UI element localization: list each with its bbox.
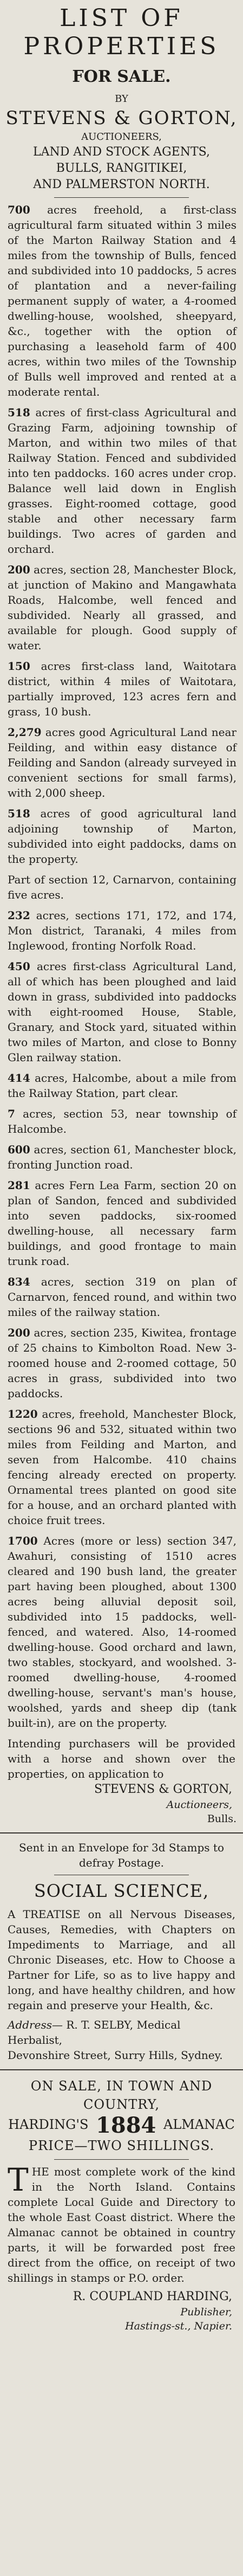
property-list <box>0 202 243 1731</box>
property-acreage: 2,279 <box>8 726 42 739</box>
property-acreage: 834 <box>8 1275 30 1288</box>
property-description: acres, section 53, near township of Halcombe. <box>8 1107 237 1135</box>
ad-title: LIST OF PROPERTIES <box>23 4 220 60</box>
divider <box>54 197 189 198</box>
almanac-advertisement <box>0 2077 243 2333</box>
firm-places: BULLS, RANGITIKEI, <box>56 162 187 175</box>
signature: STEVENS & GORTON, <box>94 1783 232 1796</box>
property-description: Part of section 12, Carnarvon, containing five acres. <box>8 873 237 901</box>
closing-text: Intending purchasers will be provided with a horse and shown over the properties, on application to <box>8 1737 235 1780</box>
property-description: acres first-class land, Waitotara district, within 4 miles of Waitotara, partially improved, 123 acres fern and grass, 10 bush. <box>8 660 237 718</box>
address-label: Address— <box>8 2018 63 2031</box>
signature-place: Bulls. <box>207 1813 237 1825</box>
address-street: Devonshire Street, Surry Hills, Sydney. <box>8 2049 223 2062</box>
price-line: PRICE—TWO SHILLINGS. <box>28 2138 215 2153</box>
property-description: acres of good agricultural land adjoining township of Marton, subdivided into eight paddocks, dams on the property. <box>8 807 237 866</box>
property-acreage: 518 <box>8 406 30 419</box>
property-entry <box>0 1070 243 1101</box>
property-acreage: 518 <box>8 807 30 820</box>
property-description: acres, section 61, Manchester block, fronting Junction road. <box>8 1143 237 1171</box>
property-description: acres Fern Lea Farm, section 20 on plan of Sandon, fenced and subdivided into seven paddocks, six-roomed dwelling-house, all necessary farm buildings, and good frontage to main trunk road. <box>8 1179 237 1268</box>
almanac-title <box>0 2114 243 2136</box>
property-entry <box>0 405 243 557</box>
ad-subtitle: FOR SALE. <box>72 67 171 86</box>
property-description: acres, sections 171, 172, and 174, Mon district, Taranaki, 4 miles from Inglewood, fronting Norfolk Road. <box>8 909 237 952</box>
firm-agents: LAND AND STOCK AGENTS, <box>33 145 210 159</box>
property-entry <box>0 1406 243 1528</box>
property-entry <box>0 1533 243 1731</box>
property-entry <box>0 1106 243 1137</box>
almanac-pre: HARDING'S <box>8 2117 89 2132</box>
firm-places-2: AND PALMERSTON NORTH. <box>33 178 210 191</box>
drop-cap: T <box>8 2161 29 2198</box>
property-entry <box>0 1178 243 1269</box>
property-entry <box>0 806 243 867</box>
property-acreage: 281 <box>8 1179 30 1192</box>
property-acreage: 1700 <box>8 1534 38 1547</box>
property-description: acres of first-class Agricultural and Grazing Farm, adjoining township of Marton, and within two miles of that Railway Station. Fenced and subdivided into ten paddocks. 160 acres under crop. Balance well laid down in English grasses. Eight-roomed cottage, good stable and other necessary farm buildings. Two acres of garden and orchard. <box>8 406 237 556</box>
property-acreage: 1220 <box>8 1408 38 1421</box>
envelope-note: Sent in an Envelope for 3d Stamps to defray Postage. <box>18 1841 225 1869</box>
property-description: acres, section 319 on plan of Carnarvon, fenced round, and within two miles of the railway station. <box>8 1275 237 1319</box>
property-acreage: 200 <box>8 1326 30 1339</box>
property-description: acres, section 28, Manchester Block, at junction of Makino and Mangawhata Roads, Halcombe, well fenced and subdivided. Nearly all grassed, and available for plough. Good supply of water. <box>8 563 237 652</box>
ad-body: A TREATISE on all Nervous Diseases, Causes, Remedies, with Chapters on Impediments to Marriage, and all Chronic Diseases, etc. How to Choose a Partner for Life, so as to live happy and long, and have healthy children, and how regain and preserve your Health, &c. <box>8 1908 235 2012</box>
property-entry <box>0 658 243 719</box>
property-entry <box>0 1325 243 1401</box>
property-description: acres, section 235, Kiwitea, frontage of 25 chains to Kimbolton Road. New 3-roomed house and 2-roomed cottage, 50 acres in grass, subdivided into two paddocks. <box>8 1326 237 1400</box>
signature-role: Auctioneers, <box>166 1799 232 1811</box>
publisher-role: Publisher, <box>180 2306 232 2318</box>
property-acreage: 450 <box>8 960 30 973</box>
property-entry <box>0 908 243 953</box>
property-entry <box>0 202 243 399</box>
property-description: acres good Agricultural Land near Feilding, and within easy distance of Feilding and Sandon (already surveyed in convenient sections for small farms), with 2,000 sheep. <box>8 726 237 799</box>
property-acreage: 232 <box>8 909 30 922</box>
property-entry <box>0 872 243 902</box>
property-entry <box>0 959 243 1065</box>
property-entry <box>0 562 243 653</box>
property-acreage: 600 <box>8 1143 30 1156</box>
firm-name: STEVENS & GORTON, <box>5 107 238 129</box>
social-science-advertisement <box>0 1840 243 2063</box>
property-acreage: 200 <box>8 563 30 576</box>
property-entry <box>0 1142 243 1172</box>
almanac-post: ALMANAC <box>163 2117 235 2132</box>
address <box>0 2017 243 2048</box>
firm-role: AUCTIONEERS, <box>81 131 162 143</box>
property-description: acres, Halcombe, about a mile from the Railway Station, part clear. <box>8 1071 237 1100</box>
property-acreage: 7 <box>8 1107 15 1120</box>
address-name: R. T. SELBY, Medical Herbalist, <box>8 2018 181 2046</box>
divider <box>0 1832 243 1833</box>
divider <box>0 2069 243 2070</box>
property-acreage: 150 <box>8 660 30 673</box>
divider <box>54 2159 189 2160</box>
publisher-name: R. COUPLAND HARDING, <box>73 2289 232 2303</box>
property-entry <box>0 1274 243 1320</box>
property-entry <box>0 725 243 800</box>
almanac-body <box>0 2161 243 2286</box>
property-acreage: 414 <box>8 1071 30 1084</box>
property-description: acres first-class Agricultural Land, all of which has been ploughed and laid down in grass, subdivided into paddocks with eight-roomed House, Stable, Granary, and Stock yard, situated within two miles of Marton, and close to Bonny Glen railway station. <box>8 960 237 1064</box>
almanac-year: 1884 <box>96 2112 156 2138</box>
by-line: BY <box>115 93 128 105</box>
on-sale-line: ON SALE, IN TOWN AND COUNTRY, <box>30 2078 213 2112</box>
publisher-address: Hastings-st., Napier. <box>125 2320 232 2332</box>
property-description: Acres (more or less) section 347, Awahuri, consisting of 1510 acres cleared and 190 bush land, the greater part having been ploughed, about 1300 acres being alluvial deposit soil, subdivided into 15 paddocks, well-fenced, and watered. Also, 14-roomed dwelling-house. Good orchard and lawn, two stables, stockyard, and woolshed. 3-roomed dwelling-house, 4-roomed dwelling-house, servant's man's house, woolshed, yards and sheep dip (tank built-in), are on the property. <box>8 1534 237 1729</box>
property-acreage: 700 <box>8 203 30 216</box>
property-description: acres, freehold, Manchester Block, sections 96 and 532, situated within two miles from Feilding and Marton, and seven from Halcombe. 410 chains fencing already erected on property. Ornamental trees planted on good site for a house, and an orchard planted with choice fruit trees. <box>8 1408 237 1527</box>
almanac-text: HE most complete work of the kind in the North Island. Contains complete Local Guide and Directory to the whole East Coast district. Where the Almanac cannot be obtained in country parts, it will be forwarded post free direct from the office, on receipt of two shillings in stamps or P.O. order. <box>8 2165 235 2284</box>
property-description: acres freehold, a first-class agricultural farm situated within 3 miles of the Marton Railway Station and 4 miles from the township of Bulls, fenced and subdivided into 10 paddocks, 5 acres of plantation and a never-failing permanent supply of water, a 4-roomed dwelling-house, woolshed, sheepyard, &c., together with the option of purchasing a leasehold farm of 400 acres, within two miles of the Township of Bulls well improved and rented at a moderate rental. <box>8 203 237 398</box>
ad-title: SOCIAL SCIENCE, <box>34 1881 209 1901</box>
